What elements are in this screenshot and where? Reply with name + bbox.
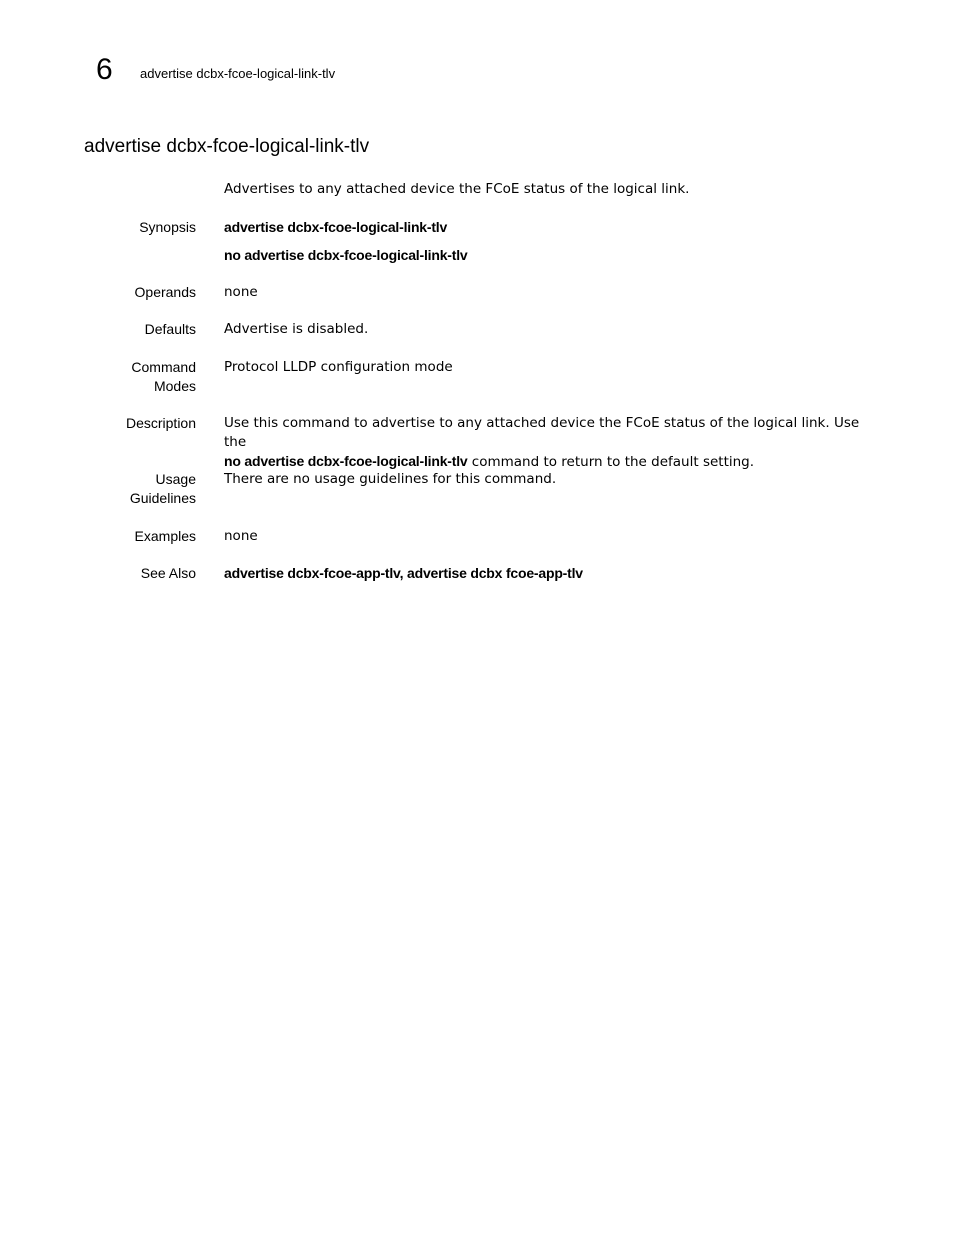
command-modes-label	[86, 358, 196, 396]
command-modes-text: Protocol LLDP configuration mode	[224, 359, 453, 375]
description-text-before: Use this command to advertise to any attached device the FCoE status of the logical link. Use the	[224, 415, 860, 450]
usage-guidelines-text: There are no usage guidelines for this command.	[224, 471, 557, 487]
see-also-body	[224, 564, 874, 584]
description-text	[224, 414, 874, 472]
operands-label: Operands	[134, 284, 196, 300]
chapter-number: 6	[96, 53, 113, 86]
defaults-text: Advertise is disabled.	[224, 321, 369, 337]
see-also-link-fcoe-app-tlv[interactable]: advertise dcbx fcoe-app-tlv	[407, 565, 583, 581]
examples-text: none	[224, 528, 258, 544]
description-command: no advertise dcbx-fcoe-logical-link-tlv	[224, 453, 468, 469]
command-modes-label-line1: Command	[131, 359, 196, 375]
defaults-label: Defaults	[144, 321, 196, 337]
usage-guidelines-label	[86, 470, 196, 508]
examples-label: Examples	[134, 528, 196, 544]
usage-guidelines-label-line1: Usage	[155, 471, 196, 487]
see-also-label: See Also	[140, 565, 196, 581]
section-summary: Advertises to any attached device the FCoE status of the logical link.	[224, 181, 690, 197]
command-modes-label-line2: Modes	[153, 378, 196, 394]
section-title: advertise dcbx-fcoe-logical-link-tlv	[84, 136, 370, 157]
synopsis-label: Synopsis	[139, 219, 196, 235]
synopsis-negated-command: no advertise dcbx-fcoe-logical-link-tlv	[224, 247, 468, 263]
description-text-after: command to return to the default setting.	[467, 454, 755, 470]
synopsis-body	[224, 218, 874, 265]
synopsis-command: advertise dcbx-fcoe-logical-link-tlv	[224, 219, 448, 235]
description-label: Description	[125, 415, 196, 431]
usage-guidelines-label-line2: Guidelines	[129, 490, 196, 506]
operands-text: none	[224, 284, 258, 300]
see-also-separator: ,	[399, 565, 407, 581]
see-also-link-app-tlv[interactable]: advertise dcbx-fcoe-app-tlv	[224, 565, 400, 581]
running-title: advertise dcbx-fcoe-logical-link-tlv	[140, 66, 336, 81]
